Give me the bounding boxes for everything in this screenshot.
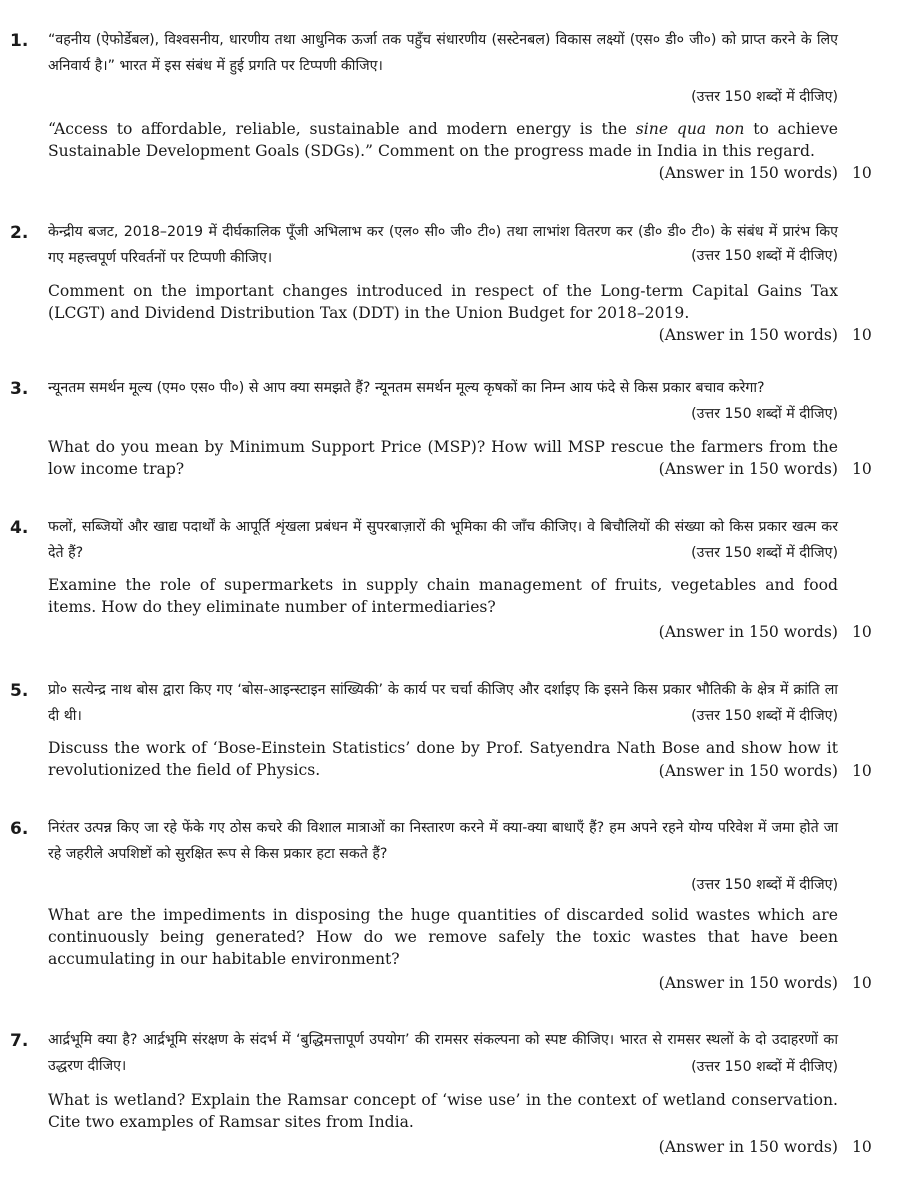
hindi-word-limit: (उत्तर 150 शब्दों में दीजिए) [691,89,838,105]
question-english-text: What are the impediments in disposing the huge quantities of discarded solid wastes which are continuously being generated? How do we remove safely the toxic wastes that have been accumulating in our habitable environment? [48,906,838,968]
marks: 10 [852,762,872,780]
hindi-word-limit: (उत्तर 150 शब्दों में दीजिए) [691,545,838,561]
english-italic-phrase: sine qua non [635,120,745,138]
question-number: 3. [10,379,29,399]
english-word-limit: (Answer in 150 words) [658,164,838,182]
hindi-word-limit: (उत्तर 150 शब्दों में दीजिए) [691,1059,838,1075]
question-english-text: Comment on the important changes introduced in respect of the Long-term Capital Gains Tax (LCGT) and Dividend Distribution Tax (DDT) in the Union Budget for 2018–2019. [48,282,838,322]
question-english-text: Examine the role of supermarkets in supply chain management of fruits, vegetables and food items. How do they eliminate number of intermediaries? [48,576,838,616]
marks: 10 [852,974,872,992]
question-hindi-text: प्रो० सत्येन्द्र नाथ बोस द्वारा किए गए ‘बोस-आइन्स्टाइन सांख्यिकी’ के कार्य पर चर्चा कीजिए और दर्शाइए कि इसने किस प्रकार भौतिकी के क्षेत्र में क्रांति ला दी थी। [48,682,838,724]
question-number: 1. [10,31,29,51]
question-number: 2. [10,223,29,243]
english-word-limit: (Answer in 150 words) [658,762,838,780]
question-hindi-text: केन्द्रीय बजट, 2018–2019 में दीर्घकालिक पूँजी अभिलाभ कर (एल० सी० जी० टी०) तथा लाभांश वितरण कर (डी० डी० टी०) के संबंध में प्रारंभ किए गए महत्त्वपूर्ण परिवर्तनों पर टिप्पणी कीजिए। [48,224,838,266]
english-word-limit: (Answer in 150 words) [658,623,838,641]
question-number: 6. [10,819,29,839]
hindi-word-limit: (उत्तर 150 शब्दों में दीजिए) [691,708,838,724]
marks: 10 [852,1138,872,1156]
hindi-word-limit: (उत्तर 150 शब्दों में दीजिए) [691,877,838,893]
hindi-word-limit: (उत्तर 150 शब्दों में दीजिए) [691,406,838,422]
hindi-word-limit: (उत्तर 150 शब्दों में दीजिए) [691,248,838,264]
english-word-limit: (Answer in 150 words) [658,1138,838,1156]
english-word-limit: (Answer in 150 words) [658,974,838,992]
question-number: 4. [10,518,29,538]
question-number: 5. [10,681,29,701]
english-word-limit: (Answer in 150 words) [658,326,838,344]
english-word-limit: (Answer in 150 words) [658,460,838,478]
marks: 10 [852,623,872,641]
question-hindi-text: आर्द्रभूमि क्या है? आर्द्रभूमि संरक्षण के संदर्भ में ‘बुद्धिमत्तापूर्ण उपयोग’ की रामसर संकल्पना को स्पष्ट कीजिए। भारत से रामसर स्थलों के दो उदाहरणों का उद्धरण दीजिए। [48,1032,838,1074]
question-hindi-text: फलों, सब्जियों और खाद्य पदार्थों के आपूर्ति शृंखला प्रबंधन में सुपरबाज़ारों की भूमिका की जाँच कीजिए। वे बिचौलियों की संख्या को किस प्रकार खत्म कर देते हैं? [48,519,838,561]
question-english-text: What do you mean by Minimum Support Price (MSP)? How will MSP rescue the farmers from the low income trap? [48,438,838,478]
english-text-part: “Access to affordable, reliable, sustainable and modern energy is the [48,120,636,138]
question-hindi-text: “वहनीय (ऐफोर्डेबल), विश्वसनीय, धारणीय तथा आधुनिक ऊर्जा तक पहुँच संधारणीय (सस्टेनबल) विकास लक्ष्यों (एस० डी० जी०) को प्राप्त करने के लिए अनिवार्य है।” भारत में इस संबंध में हुई प्रगति पर टिप्पणी कीजिए। [48,32,838,74]
english-text-part: to achieve Sustainable Development Goals (SDGs).” Comment on the progress made in India in this regard. [48,120,838,160]
question-number: 7. [10,1031,29,1051]
marks: 10 [852,164,872,182]
marks: 10 [852,460,872,478]
question-english-text: What is wetland? Explain the Ramsar concept of ‘wise use’ in the context of wetland conservation. Cite two examples of Ramsar sites from India. [48,1091,838,1131]
question-english-text [48,118,838,162]
question-english-text: Discuss the work of ‘Bose-Einstein Statistics’ done by Prof. Satyendra Nath Bose and show how it revolutionized the field of Physics. [48,739,838,779]
question-hindi-text: निरंतर उत्पन्न किए जा रहे फेंके गए ठोस कचरे की विशाल मात्राओं का निस्तारण करने में क्या-क्या बाधाएँ हैं? हम अपने रहने योग्य परिवेश में जमा होते जा रहे जहरीले अपशिष्टों को सुरक्षित रूप से किस प्रकार हटा सकते हैं? [48,820,838,862]
marks: 10 [852,326,872,344]
question-hindi-text: न्यूनतम समर्थन मूल्य (एम० एस० पी०) से आप क्या समझते हैं? न्यूनतम समर्थन मूल्य कृषकों का निम्न आय फंदे से किस प्रकार बचाव करेगा? [48,380,765,396]
